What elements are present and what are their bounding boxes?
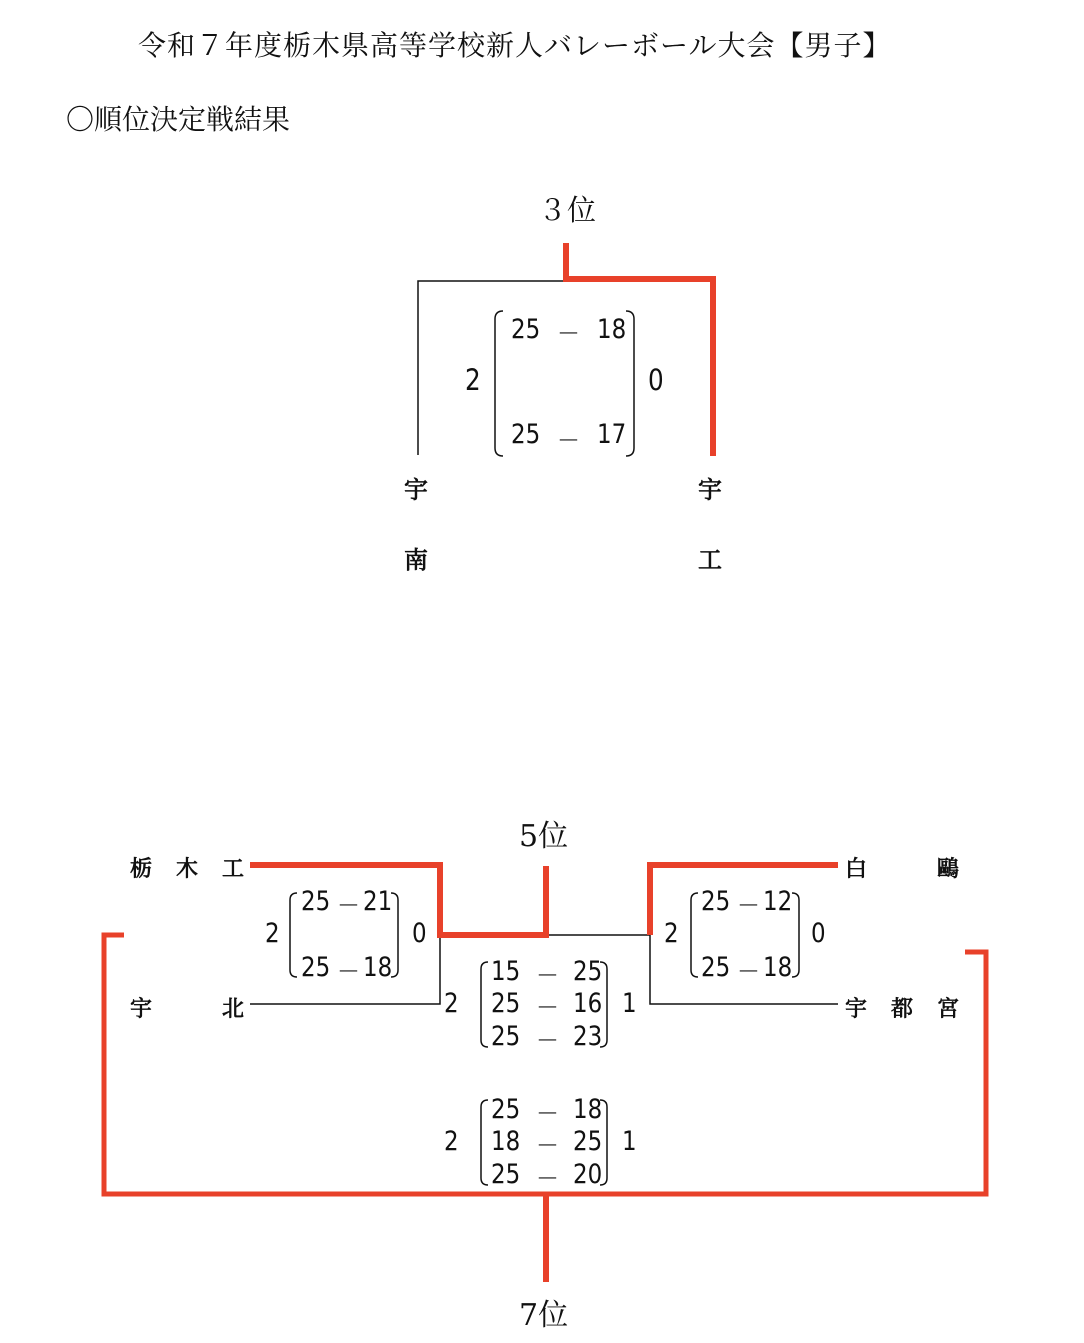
seventh-set2-right: 25 [573, 1126, 603, 1157]
fifth-final-set2-right: 16 [573, 988, 603, 1019]
third-place-label: ３位 [538, 193, 597, 227]
third-left-team-char-1: 宇 [404, 476, 428, 504]
team-uhoku-char-2: 北 [222, 997, 245, 1022]
seventh-set1-left: 25 [491, 1094, 521, 1125]
fifth-final-right-sets: 1 [622, 988, 637, 1019]
team-utsunomiya-char-2: 都 [891, 997, 914, 1022]
left-semi-set2-dash: － [337, 957, 360, 988]
fifth-final-left-sets: 2 [444, 988, 459, 1019]
fifth-final-set1-left: 15 [491, 956, 521, 987]
seventh-set3-dash: － [536, 1164, 559, 1195]
seventh-set3-right: 20 [573, 1159, 603, 1190]
right-semi-set1-dash: － [737, 891, 760, 922]
third-right-team-char-1: 宇 [698, 476, 722, 504]
team-utsunomiya-char-3: 宮 [937, 997, 960, 1022]
third-left-team-char-2: 南 [404, 546, 428, 574]
right-semi-set1-left: 25 [701, 886, 731, 917]
fifth-place-label: 5位 [519, 819, 569, 854]
fifth-final-set3-left: 25 [491, 1021, 521, 1052]
team-tochigi-kogyo-char-3: 工 [222, 857, 245, 882]
left-semi-right-sets: 0 [412, 918, 427, 949]
fifth-final-set1-right: 25 [573, 956, 603, 987]
team-hakuo-char-2: 鷗 [937, 857, 960, 882]
third-set2-right: 17 [597, 419, 627, 450]
seventh-place-label: 7位 [519, 1298, 569, 1333]
team-tochigi-kogyo-char-2: 木 [176, 857, 199, 882]
left-semi-set2-right: 18 [363, 952, 393, 983]
third-left-sets: 2 [465, 363, 481, 397]
seventh-left-sets: 2 [444, 1126, 459, 1157]
seventh-set2-dash: － [536, 1131, 559, 1162]
third-set2-dash: － [557, 426, 580, 457]
seventh-set2-left: 18 [491, 1126, 521, 1157]
third-set1-dash: － [557, 319, 580, 350]
left-semi-set1-dash: － [337, 891, 360, 922]
fifth-final-set2-left: 25 [491, 988, 521, 1019]
right-semi-left-sets: 2 [664, 918, 679, 949]
right-semi-right-sets: 0 [811, 918, 826, 949]
left-semi-left-sets: 2 [265, 918, 280, 949]
left-semi-set1-left: 25 [301, 886, 331, 917]
third-set1-right: 18 [597, 314, 627, 345]
seventh-right-sets: 1 [622, 1126, 637, 1157]
right-semi-set2-left: 25 [701, 952, 731, 983]
team-tochigi-kogyo-char-1: 栃 [130, 857, 153, 882]
seventh-set3-left: 25 [491, 1159, 521, 1190]
page-title: 令和７年度栃木県高等学校新人バレーボール大会【男子】 [138, 29, 892, 62]
third-set2-left: 25 [511, 419, 541, 450]
left-semi-set2-left: 25 [301, 952, 331, 983]
team-uhoku-char-1: 宇 [130, 997, 153, 1022]
fifth-final-set2-dash: － [536, 993, 559, 1024]
fifth-final-set3-dash: － [536, 1026, 559, 1057]
right-semi-set2-dash: － [737, 957, 760, 988]
fifth-final-set3-right: 23 [573, 1021, 603, 1052]
seventh-set1-dash: － [536, 1099, 559, 1130]
third-right-team-char-2: 工 [698, 546, 722, 574]
right-semi-set1-right: 12 [763, 886, 793, 917]
team-hakuo-char-1: 白 [845, 857, 868, 882]
section-subtitle: 〇順位決定戦結果 [66, 103, 291, 136]
left-semi-set1-right: 21 [363, 886, 393, 917]
team-utsunomiya-char-1: 宇 [845, 997, 868, 1022]
right-semi-set2-right: 18 [763, 952, 793, 983]
third-set1-left: 25 [511, 314, 541, 345]
fifth-final-set1-dash: － [536, 961, 559, 992]
third-right-sets: 0 [648, 363, 664, 397]
seventh-set1-right: 18 [573, 1094, 603, 1125]
